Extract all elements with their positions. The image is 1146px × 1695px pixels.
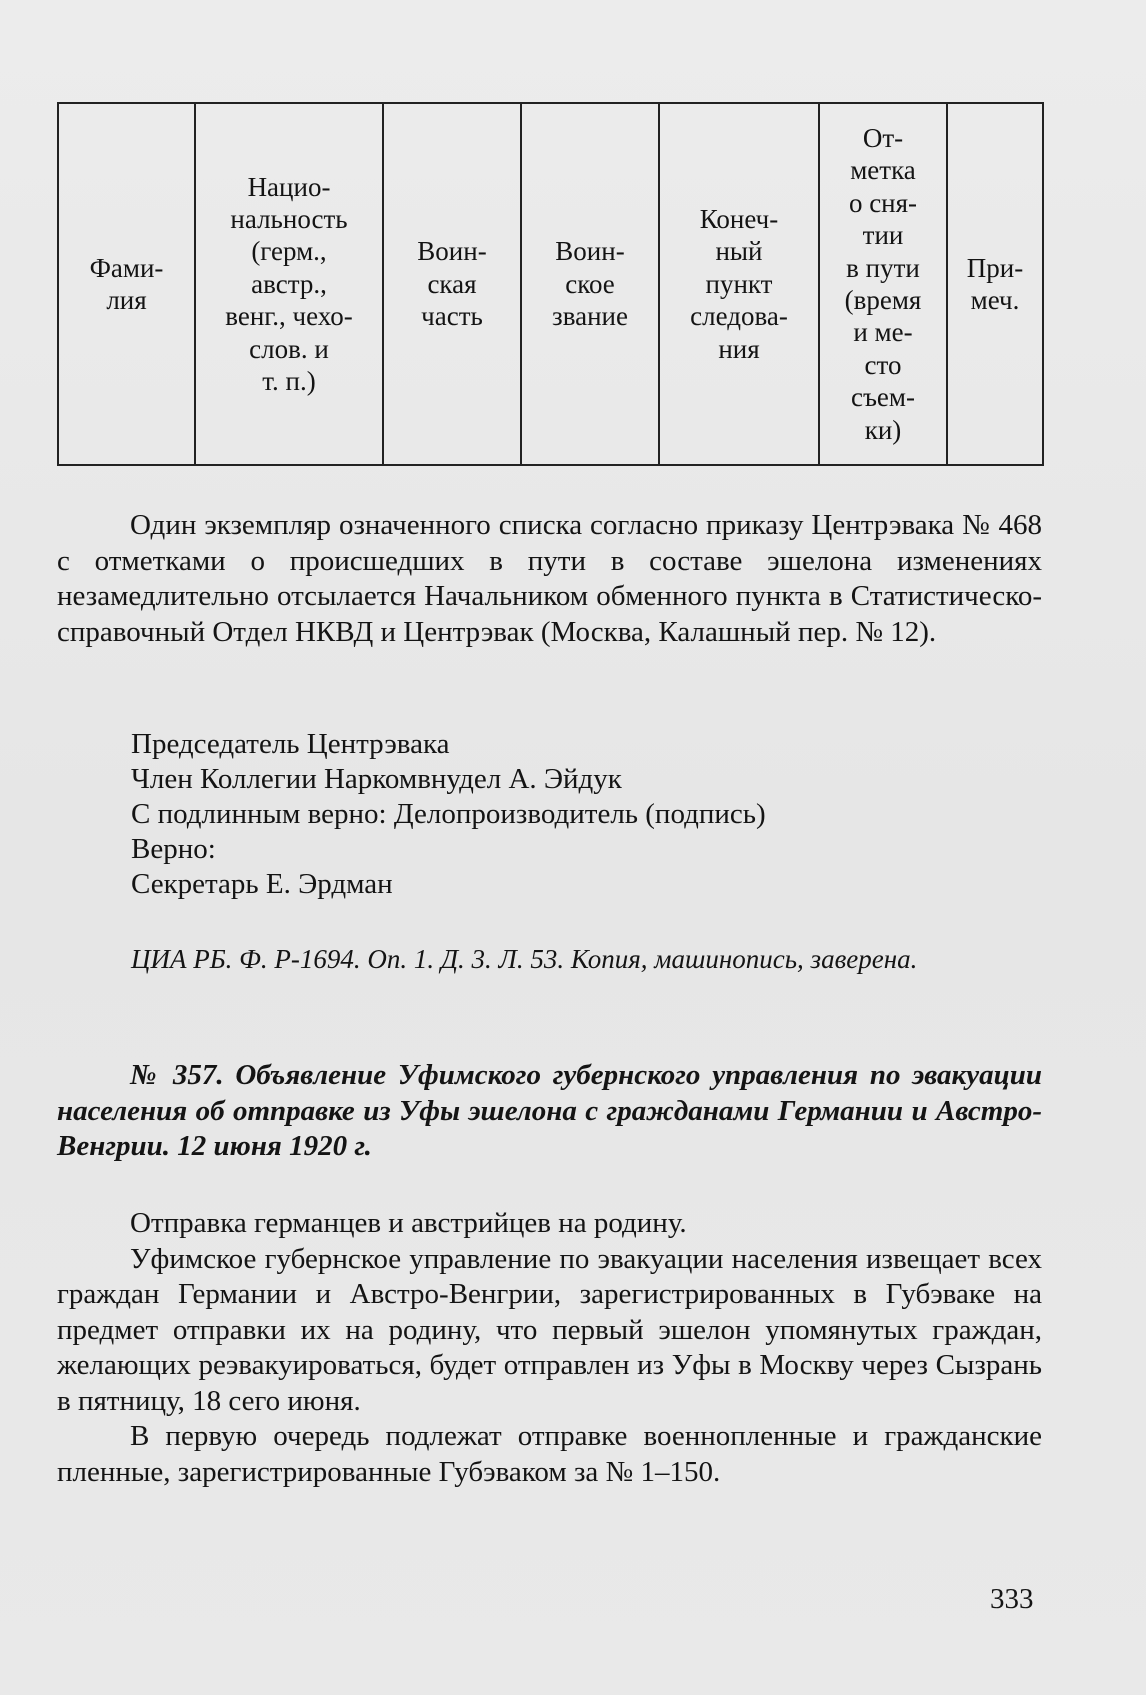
paragraph-text: Один экземпляр означенного списка согласно приказу Центрэвака № 468 с отметками о происшедших в пути в составе эшелона изменениях незамедлительно отсылается Начальником обменного пункта в Статистическо-справочный Отдел НКВД и Центрэвак (Москва, Калашный пер. № 12). xyxy=(57,509,1042,648)
archive-source-note: ЦИА РБ. Ф. Р-1694. Оп. 1. Д. 3. Л. 53. Копия, машинопись, заверена. xyxy=(131,944,918,974)
document-heading: № 357. Объявление Уфимского губернского управления по эвакуации населения об отправке из Уфы эшелона с гражданами Германии и Австро-Венгрии. 12 июня 1920 г. xyxy=(57,1059,1042,1162)
paragraph-priority: В первую очередь подлежат отправке военнопленные и гражданские пленные, зарегистрированные Губэваком за № 1–150. xyxy=(57,1420,1042,1488)
header-nationality: Нацио- нальность (герм., австр., венг., чехо- слов. и т. п.) xyxy=(225,171,353,396)
signature-verified: Верно: xyxy=(131,833,216,865)
header-destination: Конеч- ный пункт следова- ния xyxy=(690,204,788,364)
signature-member: Член Коллегии Наркомвнудел А. Эйдук xyxy=(131,763,622,795)
header-surname: Фами- лия xyxy=(89,252,164,315)
header-military-rank: Воин- ское звание xyxy=(552,236,628,332)
header-military-unit: Воин- ская часть xyxy=(417,236,487,332)
announcement-body xyxy=(57,1206,1042,1490)
table-header-cell xyxy=(383,103,521,465)
table-header-cell xyxy=(947,103,1043,465)
table-header-cell xyxy=(521,103,659,465)
signature-clerk: С подлинным верно: Делопроизводитель (подпись) xyxy=(131,798,766,830)
signature-secretary: Секретарь Е. Эрдман xyxy=(131,868,393,900)
table-header-cell xyxy=(58,103,195,465)
header-removal-note: От- метка о сня- тии в пути (время и ме- сто съем- ки) xyxy=(844,123,922,445)
page-number: 333 xyxy=(990,1583,1034,1615)
table-header-cell xyxy=(195,103,383,465)
paragraph-title-line: Отправка германцев и австрийцев на родину. xyxy=(130,1207,687,1239)
signature-chairman: Председатель Центрэвака xyxy=(131,728,450,760)
header-remarks: При- меч. xyxy=(966,252,1024,315)
table-header-cell xyxy=(819,103,947,465)
paragraph-announcement: Уфимское губернское управление по эвакуации населения извещает всех граждан Германии и Австро-Венгрии, зарегистрированных в Губэваке на предмет отправки их на родину, что первый эшелон упомянутых граждан, желающих реэвакуироваться, будет отправлен из Уфы в Москву через Сызрань в пятницу, 18 сего июня. xyxy=(57,1242,1042,1417)
paragraph-list-copy xyxy=(57,508,1042,650)
register-table xyxy=(57,102,1044,466)
table-header-row xyxy=(58,103,1043,465)
table-header-cell xyxy=(659,103,819,465)
